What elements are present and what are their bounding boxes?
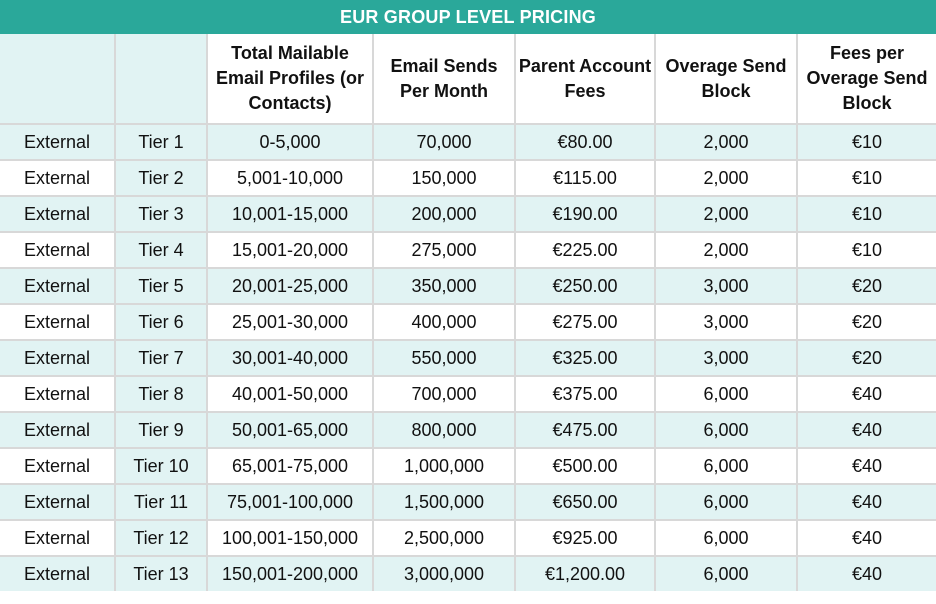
cell-profiles: 20,001-25,000 xyxy=(207,268,373,304)
cell-profiles: 10,001-15,000 xyxy=(207,196,373,232)
cell-tier: Tier 4 xyxy=(115,232,207,268)
cell-overage-fee: €40 xyxy=(797,520,936,556)
cell-fees: €190.00 xyxy=(515,196,655,232)
cell-block: 3,000 xyxy=(655,340,797,376)
table-row xyxy=(0,268,936,304)
cell-overage-fee: €10 xyxy=(797,124,936,160)
cell-type: External xyxy=(0,376,115,412)
cell-overage-fee: €20 xyxy=(797,268,936,304)
header-tier xyxy=(115,34,207,124)
cell-block: 6,000 xyxy=(655,556,797,591)
cell-fees: €650.00 xyxy=(515,484,655,520)
cell-tier: Tier 7 xyxy=(115,340,207,376)
cell-profiles: 65,001-75,000 xyxy=(207,448,373,484)
table-row xyxy=(0,448,936,484)
cell-overage-fee: €40 xyxy=(797,448,936,484)
cell-type: External xyxy=(0,304,115,340)
cell-fees: €500.00 xyxy=(515,448,655,484)
cell-tier: Tier 13 xyxy=(115,556,207,591)
cell-block: 6,000 xyxy=(655,448,797,484)
cell-fees: €925.00 xyxy=(515,520,655,556)
cell-tier: Tier 9 xyxy=(115,412,207,448)
cell-fees: €375.00 xyxy=(515,376,655,412)
cell-overage-fee: €40 xyxy=(797,484,936,520)
cell-type: External xyxy=(0,232,115,268)
cell-type: External xyxy=(0,412,115,448)
cell-block: 6,000 xyxy=(655,376,797,412)
cell-sends: 550,000 xyxy=(373,340,515,376)
cell-profiles: 30,001-40,000 xyxy=(207,340,373,376)
cell-block: 6,000 xyxy=(655,484,797,520)
cell-fees: €475.00 xyxy=(515,412,655,448)
cell-type: External xyxy=(0,484,115,520)
table-row xyxy=(0,124,936,160)
cell-overage-fee: €40 xyxy=(797,376,936,412)
cell-sends: 150,000 xyxy=(373,160,515,196)
cell-overage-fee: €40 xyxy=(797,412,936,448)
header-fees: Parent Account Fees xyxy=(515,34,655,124)
cell-sends: 800,000 xyxy=(373,412,515,448)
cell-type: External xyxy=(0,448,115,484)
cell-profiles: 150,001-200,000 xyxy=(207,556,373,591)
header-profiles: Total Mailable Email Profiles (or Contacts) xyxy=(207,34,373,124)
cell-overage-fee: €20 xyxy=(797,304,936,340)
cell-block: 6,000 xyxy=(655,412,797,448)
table-body xyxy=(0,124,936,591)
cell-fees: €80.00 xyxy=(515,124,655,160)
cell-tier: Tier 11 xyxy=(115,484,207,520)
cell-profiles: 40,001-50,000 xyxy=(207,376,373,412)
table-row xyxy=(0,232,936,268)
cell-block: 2,000 xyxy=(655,160,797,196)
cell-profiles: 0-5,000 xyxy=(207,124,373,160)
table-row xyxy=(0,160,936,196)
cell-sends: 3,000,000 xyxy=(373,556,515,591)
cell-sends: 350,000 xyxy=(373,268,515,304)
cell-fees: €250.00 xyxy=(515,268,655,304)
cell-tier: Tier 6 xyxy=(115,304,207,340)
header-sends: Email Sends Per Month xyxy=(373,34,515,124)
cell-sends: 700,000 xyxy=(373,376,515,412)
cell-tier: Tier 5 xyxy=(115,268,207,304)
cell-tier: Tier 1 xyxy=(115,124,207,160)
cell-profiles: 25,001-30,000 xyxy=(207,304,373,340)
cell-type: External xyxy=(0,268,115,304)
table-row xyxy=(0,304,936,340)
pricing-table xyxy=(0,34,936,591)
table-row xyxy=(0,340,936,376)
cell-overage-fee: €20 xyxy=(797,340,936,376)
header-overage-fee: Fees per Overage Send Block xyxy=(797,34,936,124)
header-type xyxy=(0,34,115,124)
cell-block: 6,000 xyxy=(655,520,797,556)
cell-overage-fee: €10 xyxy=(797,196,936,232)
cell-sends: 1,000,000 xyxy=(373,448,515,484)
cell-type: External xyxy=(0,340,115,376)
cell-profiles: 75,001-100,000 xyxy=(207,484,373,520)
cell-sends: 275,000 xyxy=(373,232,515,268)
cell-profiles: 15,001-20,000 xyxy=(207,232,373,268)
cell-block: 3,000 xyxy=(655,268,797,304)
cell-block: 2,000 xyxy=(655,232,797,268)
cell-block: 3,000 xyxy=(655,304,797,340)
cell-block: 2,000 xyxy=(655,124,797,160)
table-row xyxy=(0,484,936,520)
cell-fees: €325.00 xyxy=(515,340,655,376)
cell-tier: Tier 8 xyxy=(115,376,207,412)
cell-type: External xyxy=(0,556,115,591)
cell-overage-fee: €10 xyxy=(797,160,936,196)
cell-tier: Tier 10 xyxy=(115,448,207,484)
cell-fees: €1,200.00 xyxy=(515,556,655,591)
table-row xyxy=(0,412,936,448)
cell-overage-fee: €10 xyxy=(797,232,936,268)
cell-sends: 2,500,000 xyxy=(373,520,515,556)
cell-block: 2,000 xyxy=(655,196,797,232)
cell-type: External xyxy=(0,520,115,556)
cell-profiles: 5,001-10,000 xyxy=(207,160,373,196)
cell-profiles: 100,001-150,000 xyxy=(207,520,373,556)
table-row xyxy=(0,376,936,412)
table-row xyxy=(0,520,936,556)
cell-type: External xyxy=(0,196,115,232)
table-row xyxy=(0,556,936,591)
header-row xyxy=(0,34,936,124)
cell-tier: Tier 2 xyxy=(115,160,207,196)
cell-profiles: 50,001-65,000 xyxy=(207,412,373,448)
cell-sends: 70,000 xyxy=(373,124,515,160)
cell-sends: 400,000 xyxy=(373,304,515,340)
cell-type: External xyxy=(0,160,115,196)
cell-sends: 1,500,000 xyxy=(373,484,515,520)
cell-type: External xyxy=(0,124,115,160)
cell-overage-fee: €40 xyxy=(797,556,936,591)
cell-tier: Tier 3 xyxy=(115,196,207,232)
cell-fees: €115.00 xyxy=(515,160,655,196)
table-title: EUR GROUP LEVEL PRICING xyxy=(0,0,936,34)
cell-fees: €225.00 xyxy=(515,232,655,268)
table-row xyxy=(0,196,936,232)
header-block: Overage Send Block xyxy=(655,34,797,124)
cell-sends: 200,000 xyxy=(373,196,515,232)
cell-fees: €275.00 xyxy=(515,304,655,340)
cell-tier: Tier 12 xyxy=(115,520,207,556)
